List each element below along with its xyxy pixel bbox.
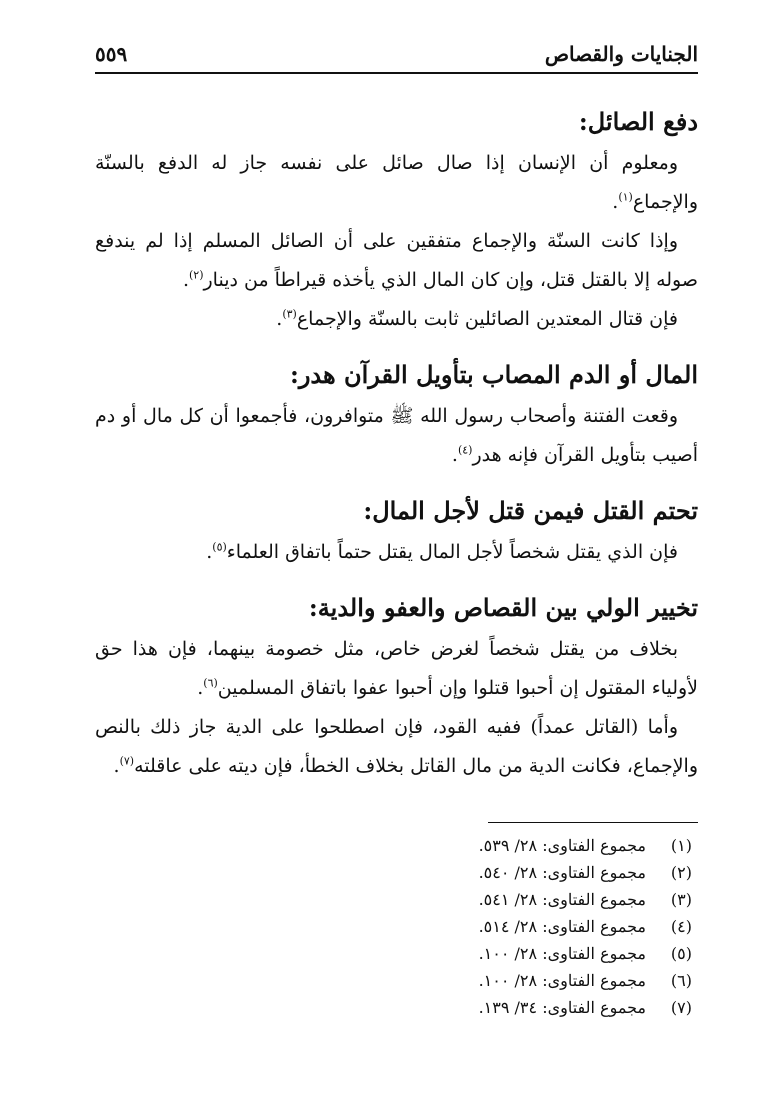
footnote-marker[interactable]: (٦) [203, 676, 218, 690]
section-mandatory-killing [95, 489, 698, 572]
page-header [95, 36, 698, 74]
footnotes [95, 832, 692, 1021]
section-heading: المال أو الدم المصاب بتأويل القرآن هدر: [289, 360, 698, 389]
paragraph: ومعلوم أن الإنسان إذا صال صائل على نفسه جاز له الدفع بالسنّة والإجماع$^{(١)}$. [95, 152, 698, 213]
footnote-text: مجموع الفتاوى: ٢٨/ ١٠٠. [478, 944, 646, 963]
section-wealth-blood-wasted [95, 353, 698, 475]
footnote-text: مجموع الفتاوى: ٢٨/ ٥٤٠. [478, 863, 646, 882]
paragraph: وقعت الفتنة وأصحاب رسول الله ﷺ متوافرون، فأجمعوا أن كل مال أو دم أصيب بتأويل القرآن فإنه هدر$^{(٤)}$. [95, 405, 698, 466]
footnote-text: مجموع الفتاوى: ٢٨/ ٥٣٩. [478, 836, 646, 855]
footnote-marker[interactable]: (٢) [188, 268, 204, 282]
footnote-number: (٤) [670, 917, 692, 936]
footnote-item [95, 967, 692, 994]
footnote-marker[interactable]: (٧) [119, 754, 135, 768]
footnote-number: (١) [670, 836, 692, 855]
footnote-text: مجموع الفتاوى: ٣٤/ ١٣٩. [478, 998, 646, 1017]
footnote-item [95, 832, 692, 859]
paragraph: بخلاف من يقتل شخصاً لغرض خاص، مثل خصومة بينهما، فإن هذا حق لأولياء المقتول إن أحبوا قتلوا وإن أحبوا عفوا باتفاق المسلمين$^{(٦)}$. [95, 638, 698, 699]
section-guardian-choice [95, 586, 698, 786]
footnote-number: (٧) [670, 998, 692, 1017]
section-heading: تحتم القتل فيمن قتل لأجل المال: [363, 496, 698, 525]
footnote-text: مجموع الفتاوى: ٢٨/ ١٠٠. [478, 971, 646, 990]
footnote-number: (٢) [670, 863, 692, 882]
main-text [95, 100, 698, 800]
footnote-number: (٦) [670, 971, 692, 990]
footnote-marker[interactable]: (٤) [457, 443, 473, 457]
section-repelling-assailant [95, 100, 698, 339]
footnote-text: مجموع الفتاوى: ٢٨/ ٥٤١. [478, 890, 646, 909]
footnote-marker[interactable]: (١) [618, 190, 633, 204]
paragraph: وإذا كانت السنّة والإجماع متفقين على أن الصائل المسلم إذا لم يندفع صوله إلا بالقتل قتل، وإن كان المال الذي يأخذه قيراطاً من دينار$^{(٢)}$. [95, 230, 698, 291]
section-heading: دفع الصائل: [578, 107, 698, 136]
footnote-separator [488, 822, 698, 823]
footnote-marker[interactable]: (٣) [282, 307, 297, 321]
section-heading: تخيير الولي بين القصاص والعفو والدية: [308, 593, 698, 622]
paragraph: فإن الذي يقتل شخصاً لأجل المال يقتل حتماً باتفاق العلماء$^{(٥)}$. [206, 540, 678, 563]
page-number: ٥٥٩ [95, 42, 128, 66]
paragraph: فإن قتال المعتدين الصائلين ثابت بالسنّة والإجماع$^{(٣)}$. [276, 307, 678, 330]
footnote-number: (٥) [670, 944, 692, 963]
paragraph: وأما (القاتل عمداً) ففيه القود، فإن اصطلحوا على الدية جاز ذلك بالنص والإجماع، فكانت الدية من مال القاتل بخلاف الخطأ، فإن ديته على عاقلته$^{(٧)}$. [95, 716, 698, 777]
footnote-item [95, 859, 692, 886]
footnote-item [95, 994, 692, 1021]
running-title: الجنايات والقصاص [544, 42, 698, 66]
footnote-item [95, 886, 692, 913]
footnote-number: (٣) [670, 890, 692, 909]
footnote-item [95, 913, 692, 940]
footnote-marker[interactable]: (٥) [212, 540, 227, 554]
footnote-item [95, 940, 692, 967]
footnote-text: مجموع الفتاوى: ٢٨/ ٥١٤. [478, 917, 646, 936]
